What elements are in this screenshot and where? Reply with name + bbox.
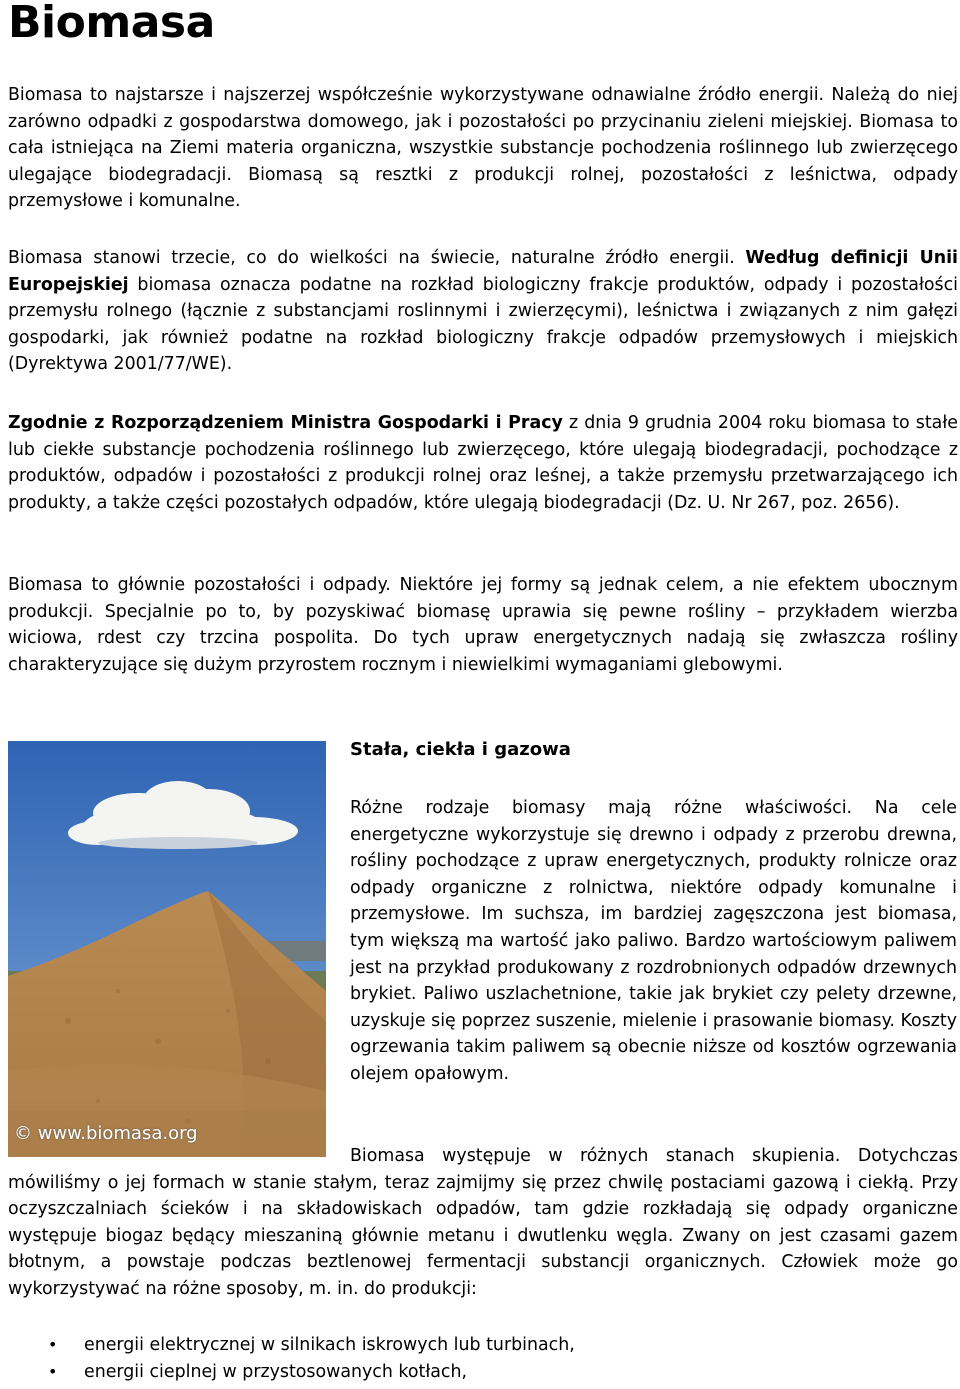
paragraph-definition-eu-intro: Biomasa stanowi trzecie, co do wielkości na świecie, naturalne źródło energii. [8,248,746,268]
list-item-text: energii elektrycznej w silnikach iskrowych lub turbinach, [84,1335,575,1355]
list-item [8,1332,958,1359]
biomass-pile-photo [8,741,326,1157]
paragraph-definition-eu-rest: biomasa oznacza podatne na rozkład biologiczny frakcje produktów, odpady i pozostałości przemysłu rolnego (łącznie z substancjami roslinnymi i zwierzęcymi), leśnictwa i związanych z nim gałęzi gospodarki, jak również podatne na rozkład biologiczny frakcje odpadów przemysłowych i miejskich (Dyrektywa 2001/77/WE). [8,274,958,375]
paragraph-definition-eu [8,245,958,378]
photo-watermark: © www.biomasa.org [14,1123,198,1144]
paragraph-regulation-bold: Zgodnie z Rozporządzeniem Ministra Gospodarki i Pracy [8,413,563,433]
list-item-text: energii cieplnej w przystosowanych kotłach, [84,1361,468,1382]
usage-list [8,1332,958,1385]
paragraph-fuel-types: Różne rodzaje biomasy mają różne właściwości. Na cele energetyczne wykorzystuje się drewno i odpady z przerobu drewna, rośliny pochodzące z upraw energetycznych, produkty rolnicze oraz odpady organiczne z rolnictwa, niektóre odpady komunalne i przemysłowe. Im suchsza, im bardziej zagęszczona jest biomasa, tym większą ma wartość jako paliwo. Bardzo wartościowym paliwem jest na przykład produkowany z rozdrobnionych odpadów drzewnych brykiet. Paliwo uszlachetnione, takie jak brykiet czy pelety drzewne, uzyskuje się poprzez suszenie, mielenie i prasowanie biomasy. Koszty ogrzewania takim paliwem są obecnie niższe od kosztów ogrzewania olejem opałowym. [350,798,957,1084]
page-title: Biomasa [8,0,215,48]
section-heading: Stała, ciekła i gazowa [350,739,571,760]
paragraph-intro: Biomasa to najstarsze i najszerzej współcześnie wykorzystywane odnawialne źródło energii. Należą do niej zarówno odpadki z gospodarstwa domowego, jak i pozostałości po przycinaniu zieleni miejskiej. Biomasa to cała istniejąca na Ziemi materia organiczna, wszystkie substancje pochodzenia roślinnego lub zwierzęcego ulegające biodegradacji. Biomasą są resztki z produkcji rolnej, pozostałości z leśnictwa, odpady przemysłowe i komunalne. [8,85,958,212]
paragraph-regulation [8,410,958,516]
bullet-icon: • [48,1361,58,1381]
list-item [8,1359,958,1386]
paragraph-biogas: Biomasa występuje w różnych stanach skupienia. Dotychczas mówiliśmy o jej formach w stanie stałym, teraz zajmijmy się przez chwilę postaciami gazową i ciekłą. Przy oczyszczalniach ścieków i na składowiskach odpadów, tam gdzie rozkładają się odpady organiczne występuje biogaz będący mieszaniną głównie metanu i dwutlenku węgla. Zwany on jest czasami gazem błotnym, a powstaje podczas beztlenowej fermentacji substancji organicznych. Człowiek może go wykorzystywać na różne sposoby, m. in. do produkcji: [8,1146,958,1299]
paragraph-definition-eu-bold: Według definicji Unii Europejskiej [8,248,958,295]
bullet-icon: • [48,1335,58,1354]
paragraph-regulation-rest: z dnia 9 grudnia 2004 roku biomasa to stałe lub ciekłe substancje pochodzenia roślinnego lub zwierzęcego, które ulegają biodegradacji, pochodzące z produktów, odpadów i pozostałości z produkcji rolnej oraz leśnej, a także przemysłu przetwarzającego ich produkty, a także części pozostałych odpadów, które ulegają biodegradacji (Dz. U. Nr 267, poz. 2656). [8,413,958,513]
paragraph-energy-crops: Biomasa to głównie pozostałości i odpady. Niektóre jej formy są jednak celem, a nie efektem ubocznym produkcji. Specjalnie po to, by pozyskiwać biomasę uprawia się pewne rośliny – przykładem wierzba wiciowa, rdest czy trzcina pospolita. Do tych upraw energetycznych nadają się zwłaszcza rośliny charakteryzujące się dużym przyrostem rocznym i niewielkimi wymaganiami glebowymi. [8,575,958,675]
biomass-pile-illustration [8,741,326,1157]
document-page [8,0,958,1382]
